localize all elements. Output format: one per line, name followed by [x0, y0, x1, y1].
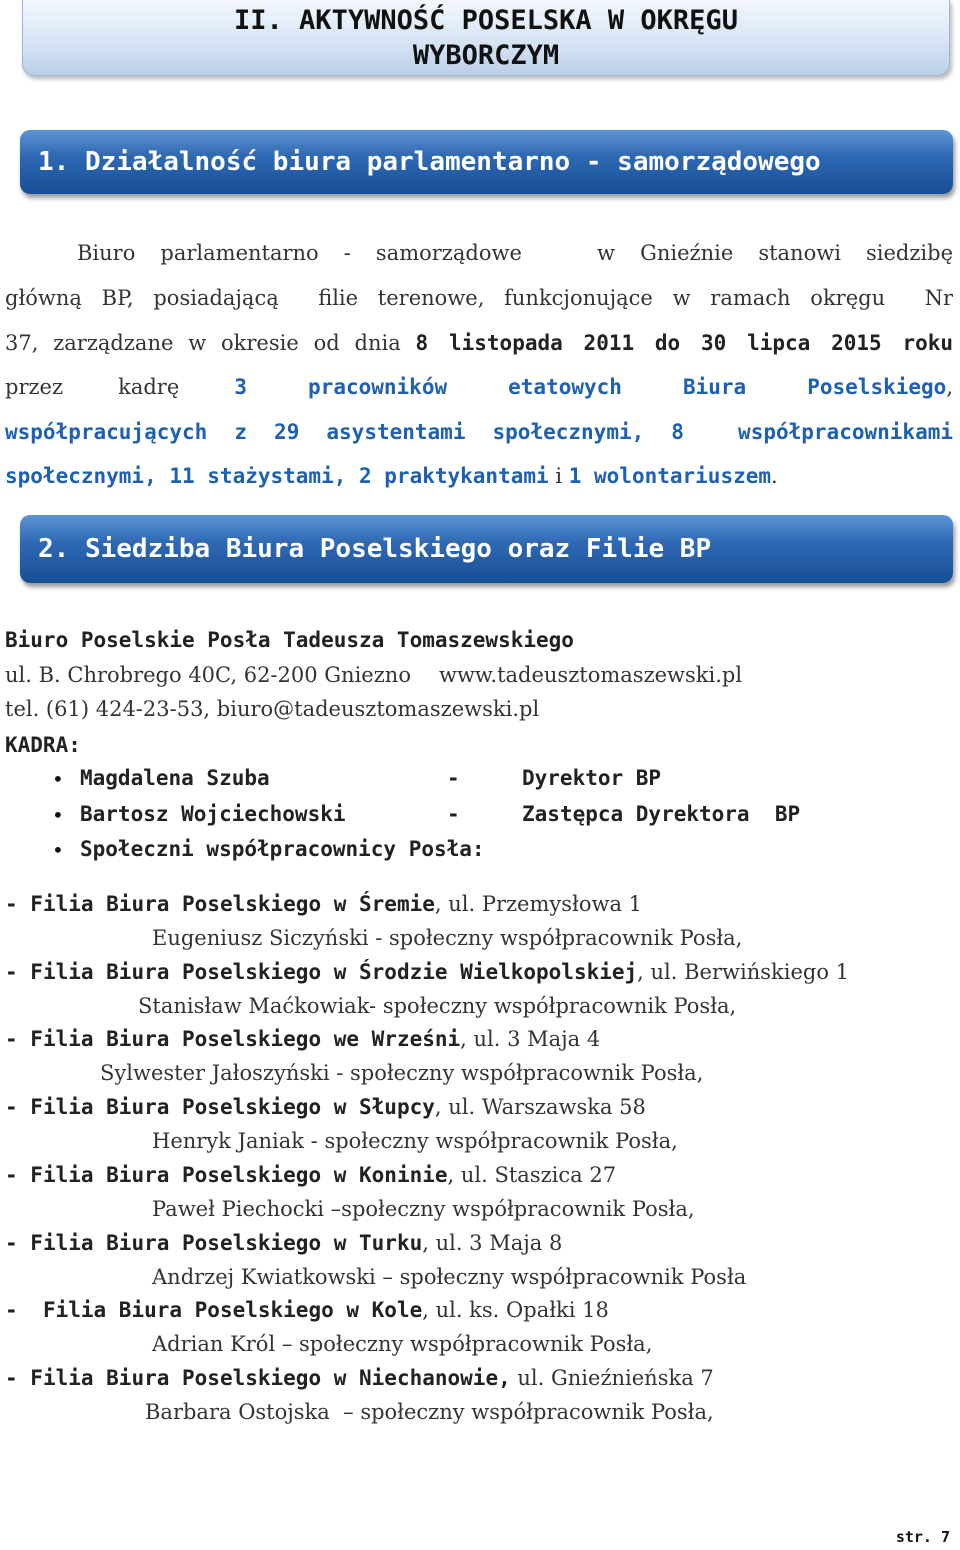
branch-line	[5, 1163, 616, 1187]
section2-heading-bar	[20, 515, 953, 583]
page-number: str. 7	[895, 1528, 950, 1546]
branch-prefix: -	[5, 892, 31, 916]
staff-dash: -	[447, 766, 460, 790]
chapter-title-banner	[22, 0, 950, 76]
branch-name: Filia Biura Poselskiego w Turku	[30, 1231, 423, 1255]
staff-role: Zastępca Dyrektora BP	[522, 802, 801, 826]
branch-name: Filia Biura Poselskiego we Wrześni	[30, 1027, 461, 1051]
branch-line	[5, 892, 642, 916]
branch-name: Filia Biura Poselskiego w Śremie	[30, 892, 435, 916]
branch-person: Barbara Ostojska – społeczny współpracownik Posła,	[145, 1400, 714, 1424]
office-address-line	[5, 663, 742, 687]
office-contact: tel. (61) 424-23-53, biuro@tadeusztomaszewski.pl	[5, 697, 540, 721]
bullet-icon: •	[52, 767, 64, 791]
branch-address: , ul. Warszawska 58	[434, 1095, 646, 1119]
branch-address: , ul. 3 Maja 4	[460, 1027, 601, 1051]
branch-name: Filia Biura Poselskiego w Środzie Wielkopolskiej	[30, 960, 638, 984]
para-line-5	[5, 420, 953, 444]
chapter-title-line1: II. AKTYWNOŚĆ POSELSKA W OKRĘGU	[234, 5, 738, 36]
para-line-6-mid: i	[548, 464, 569, 488]
para-line-3-plain: 37, zarządzane w okresie od dnia	[5, 331, 416, 355]
branch-prefix: -	[5, 1231, 31, 1255]
branch-prefix: -	[5, 1366, 31, 1390]
branch-name: Filia Biura Poselskiego w Niechanowie,	[30, 1366, 511, 1390]
office-address: ul. B. Chrobrego 40C, 62-200 Gniezno	[5, 663, 411, 687]
staff-count: 3 pracowników etatowych Biura Poselskiego	[234, 375, 947, 399]
assistants-count: współpracujących z 29 asystentami społecznymi, 8 współpracownikami	[5, 420, 953, 444]
para-line-4-plain: przez kadrę	[5, 375, 235, 399]
branch-prefix: -	[5, 960, 31, 984]
branch-line	[5, 1298, 609, 1322]
branch-person: Henryk Janiak - społeczny współpracownik Posła,	[152, 1129, 678, 1153]
staff-name: Bartosz Wojciechowski	[80, 802, 346, 826]
branch-name: Filia Biura Poselskiego w Kole	[42, 1298, 423, 1322]
staff-name: Społeczni współpracownicy Posła:	[80, 837, 485, 861]
bullet-icon: •	[52, 838, 64, 862]
branch-person: Stanisław Maćkowiak- społeczny współpracownik Posła,	[138, 994, 737, 1018]
para-line-4-end: ,	[946, 375, 953, 399]
branch-name: Filia Biura Poselskiego w Słupcy	[30, 1095, 435, 1119]
section1-heading-bar	[20, 130, 953, 194]
branch-line	[5, 1366, 714, 1390]
office-website[interactable]: www.tadeusztomaszewski.pl	[438, 663, 743, 687]
para-line-6	[5, 464, 953, 488]
para-line-6-end: .	[771, 464, 778, 488]
branch-person: Adrian Król – społeczny współpracownik Posła,	[152, 1332, 653, 1356]
branch-address: , ul. 3 Maja 8	[422, 1231, 563, 1255]
branch-person: Sylwester Jałoszyński - społeczny współpracownik Posła,	[100, 1061, 704, 1085]
branch-person: Paweł Piechocki –społeczny współpracownik Posła,	[152, 1197, 695, 1221]
chapter-title-line2: WYBORCZYM	[412, 40, 560, 71]
branch-line	[5, 1027, 600, 1051]
para-line-4	[5, 375, 953, 399]
branch-address: , ul. Berwińskiego 1	[637, 960, 849, 984]
interns-count: społecznymi, 11 stażystami, 2 praktykantami	[5, 464, 549, 488]
branch-address: , ul. ks. Opałki 18	[422, 1298, 609, 1322]
para-line-1: Biuro parlamentarno - samorządowe w Gnieźnie stanowi siedzibę	[77, 241, 953, 265]
branch-name: Filia Biura Poselskiego w Koninie	[30, 1163, 448, 1187]
branch-prefix: -	[5, 1163, 31, 1187]
office-name: Biuro Poselskie Posła Tadeusza Tomaszewskiego	[5, 628, 574, 652]
para-line-3	[5, 331, 953, 355]
branch-line	[5, 960, 849, 984]
para-line-2: główną BP, posiadającą filie terenowe, funkcjonujące w ramach okręgu Nr	[5, 286, 953, 310]
branch-prefix: -	[5, 1095, 31, 1119]
branch-prefix: -	[5, 1027, 31, 1051]
staff-role: Dyrektor BP	[522, 766, 662, 790]
date-range: 8 listopada 2011 do 30 lipca 2015 roku	[415, 331, 954, 355]
bullet-icon: •	[52, 803, 64, 827]
staff-dash: -	[447, 802, 460, 826]
branch-address: , ul. Staszica 27	[447, 1163, 617, 1187]
volunteers-count: 1 wolontariuszem	[568, 464, 772, 488]
staff-label: KADRA:	[5, 733, 81, 757]
branch-address: , ul. Przemysłowa 1	[434, 892, 643, 916]
branch-person: Eugeniusz Siczyński - społeczny współpracownik Posła,	[152, 926, 743, 950]
section2-heading: 2. Siedziba Biura Poselskiego oraz Filie BP	[38, 534, 712, 564]
branch-address: ul. Gnieźnieńska 7	[510, 1366, 714, 1390]
section1-heading: 1. Działalność biura parlamentarno - samorządowego	[38, 147, 821, 177]
branch-person: Andrzej Kwiatkowski – społeczny współpracownik Posła	[152, 1265, 747, 1289]
branch-line	[5, 1231, 562, 1255]
staff-name: Magdalena Szuba	[80, 766, 270, 790]
branch-prefix: -	[5, 1298, 43, 1322]
branch-line	[5, 1095, 646, 1119]
